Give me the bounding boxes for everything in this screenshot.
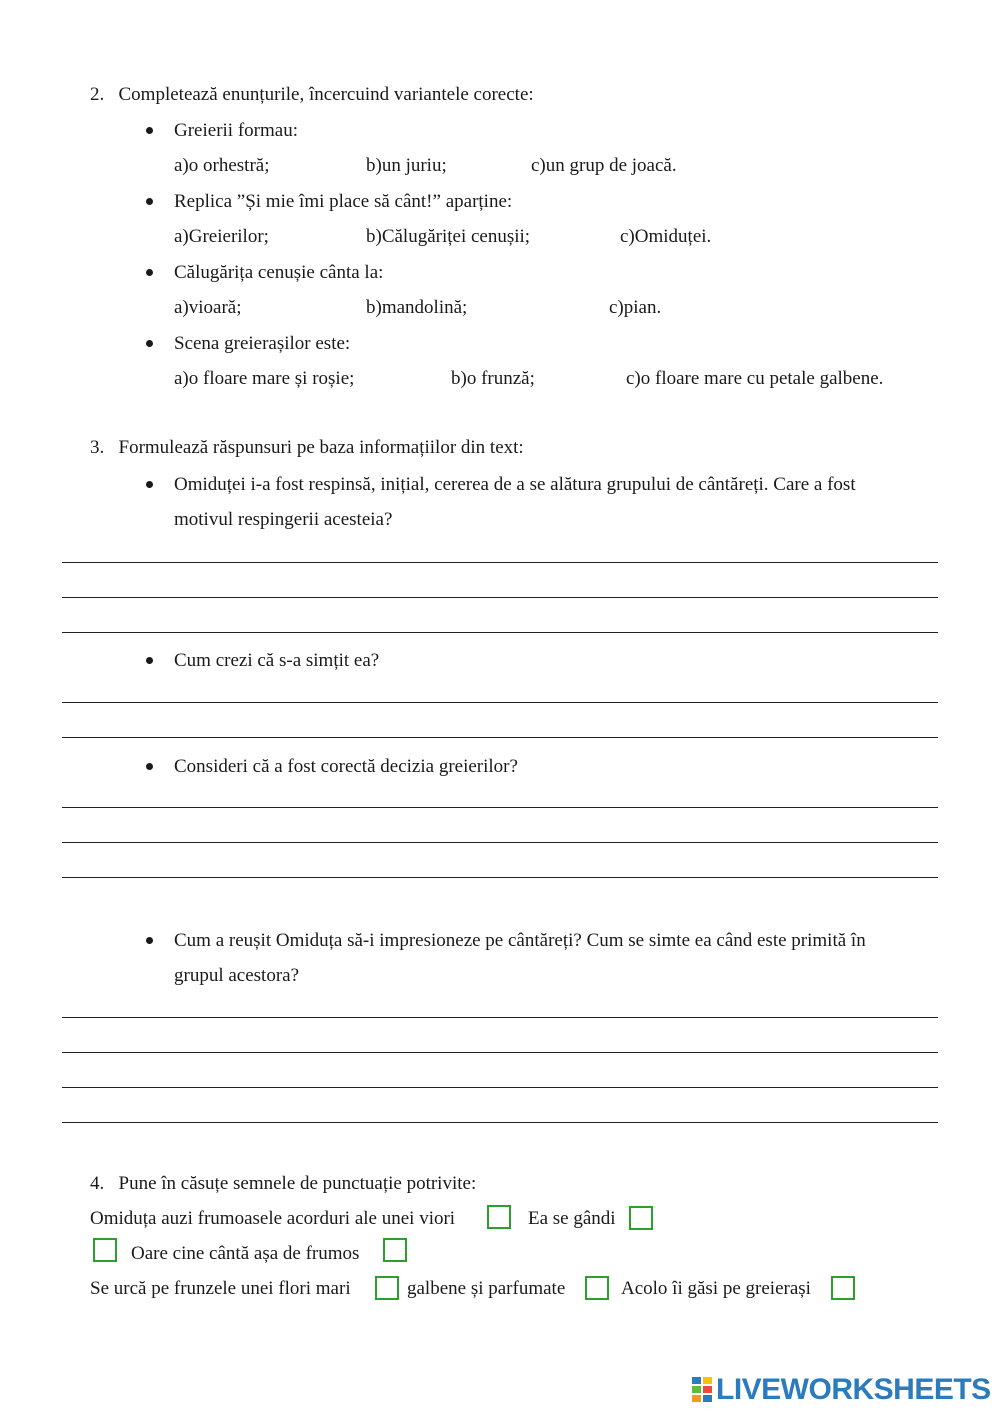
liveworksheets-logo [692,1374,991,1406]
q2-item4-question: Scena greierașilor este: [174,333,351,354]
q2-item2-option-c[interactable]: c)Omiduței. [620,226,712,247]
q2-item3-option-b[interactable]: b)mandolină; [366,297,468,318]
q4-heading: 4. Pune în căsuțe semnele de punctuație potrivite: [90,1173,477,1194]
q2-item2-question: Replica ”Și mie îmi place să cânt!” aparține: [174,191,513,212]
q2-item3-option-c[interactable]: c)pian. [609,297,662,318]
q4-sentence-part: Omiduța auzi frumoasele acorduri ale unei viori [90,1208,456,1229]
q2-heading: 2. Completează enunțurile, încercuind variantele corecte: [90,84,534,105]
q2-item3-option-a[interactable]: a)vioară; [174,297,242,318]
q2-item1-option-b[interactable]: b)un juriu; [366,155,447,176]
q2-item1-option-a[interactable]: a)o orhestră; [174,155,270,176]
bullet-icon [146,657,153,664]
bullet-icon [146,340,153,347]
answer-line[interactable] [62,632,938,633]
punctuation-box-4[interactable] [383,1238,407,1262]
q2-item1-question: Greierii formau: [174,120,298,141]
q4-sentence-part: galbene și parfumate [407,1278,566,1299]
answer-line[interactable] [62,1122,938,1123]
logo-text: LIVEWORKSHEETS [716,1373,991,1406]
answer-line[interactable] [62,842,938,843]
punctuation-box-6[interactable] [585,1276,609,1300]
bullet-icon [146,127,153,134]
q4-sentence-part: Oare cine cântă așa de frumos [131,1243,360,1264]
punctuation-box-5[interactable] [375,1276,399,1300]
q2-item3-question: Călugărița cenușie cânta la: [174,262,384,283]
bullet-icon [146,198,153,205]
punctuation-box-3[interactable] [93,1238,117,1262]
answer-line[interactable] [62,807,938,808]
answer-line[interactable] [62,1017,938,1018]
answer-line[interactable] [62,562,938,563]
punctuation-box-1[interactable] [487,1205,511,1229]
answer-line[interactable] [62,1052,938,1053]
bullet-icon [146,481,153,488]
punctuation-box-2[interactable] [629,1206,653,1230]
q2-item2-option-a[interactable]: a)Greierilor; [174,226,269,247]
q4-sentence-part: Ea se gândi [528,1208,616,1229]
answer-line[interactable] [62,877,938,878]
q2-item1-option-c[interactable]: c)un grup de joacă. [531,155,677,176]
q3-item2-question: Cum crezi că s-a simțit ea? [174,650,380,671]
answer-line[interactable] [62,702,938,703]
bullet-icon [146,763,153,770]
q3-item4-question-line2: grupul acestora? [174,965,300,986]
q2-item4-option-b[interactable]: b)o frunză; [451,368,535,389]
answer-line[interactable] [62,1087,938,1088]
q4-sentence-part: Acolo îi găsi pe greierași [621,1278,811,1299]
q3-item4-question-line1: Cum a reușit Omiduța să-i impresioneze pe cântăreți? Cum se simte ea când este primită în [174,930,866,951]
q2-item2-option-b[interactable]: b)Călugăriței cenușii; [366,226,531,247]
q3-item3-question: Consideri că a fost corectă decizia greierilor? [174,756,518,777]
q2-item4-option-a[interactable]: a)o floare mare și roșie; [174,368,355,389]
q3-item1-question-line1: Omiduței i-a fost respinsă, inițial, cererea de a se alătura grupului de cântăreți. Care a fost [174,474,856,495]
q4-sentence-part: Se urcă pe frunzele unei flori mari [90,1278,351,1299]
punctuation-box-7[interactable] [831,1276,855,1300]
bullet-icon [146,269,153,276]
q2-item4-option-c[interactable]: c)o floare mare cu petale galbene. [626,368,884,389]
q3-heading: 3. Formulează răspunsuri pe baza informațiilor din text: [90,437,524,458]
q3-item1-question-line2: motivul respingerii acesteia? [174,509,393,530]
logo-grid-icon [692,1377,714,1403]
bullet-icon [146,937,153,944]
answer-line[interactable] [62,597,938,598]
answer-line[interactable] [62,737,938,738]
